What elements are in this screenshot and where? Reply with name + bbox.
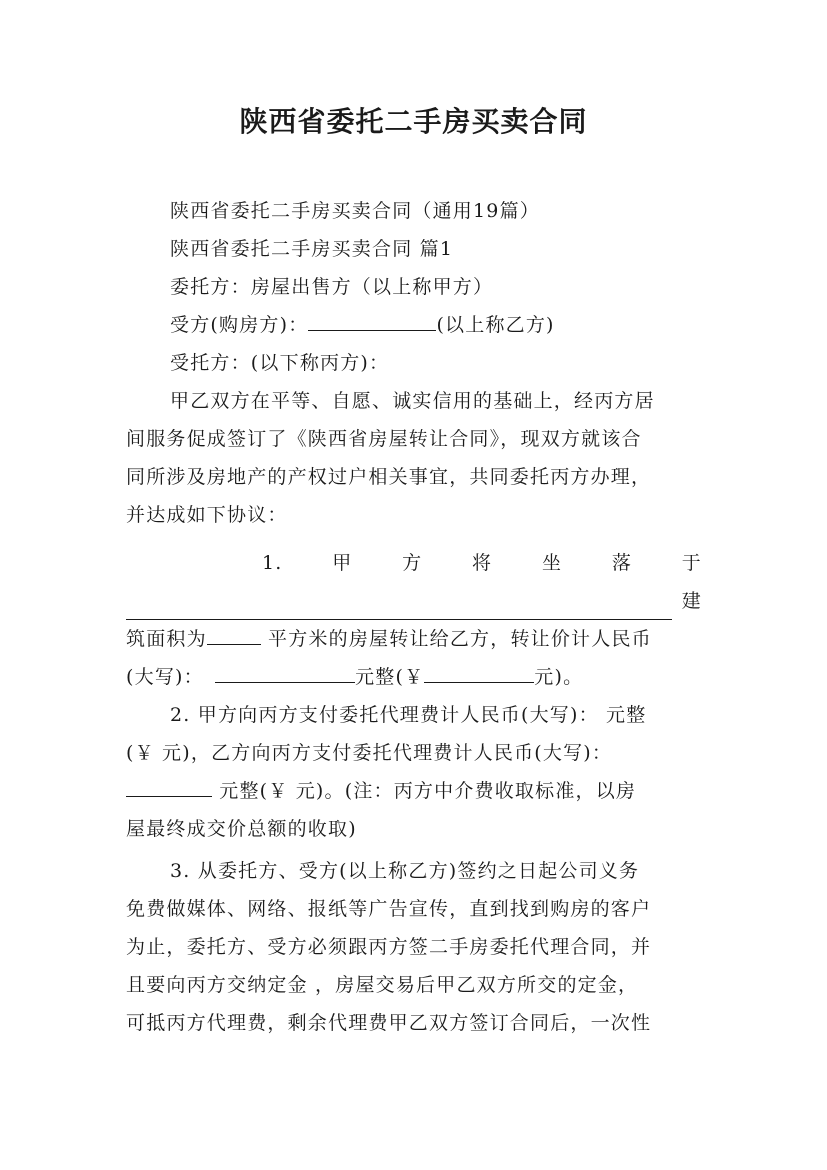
price-suffix: 元)。 <box>534 666 584 688</box>
clause-word: 于 <box>681 552 702 574</box>
clause-3-line: 为止，委托方、受方必须跟丙方签二手房委托代理合同，并 <box>126 936 652 958</box>
paragraph-line: 并达成如下协议： <box>126 504 288 526</box>
section-heading: 陕西省委托二手房买卖合同 篇1 <box>170 238 454 260</box>
area-label: 筑面积为 <box>126 628 207 650</box>
clause-number: 1. <box>262 552 283 574</box>
clause-3-line: 免费做媒体、网络、报纸等广告宣传，直到找到购房的客户 <box>126 898 652 920</box>
address-blank <box>126 593 672 620</box>
clause-word: 坐 <box>541 552 563 574</box>
clause-word: 将 <box>472 552 493 574</box>
price-words-blank <box>215 660 355 683</box>
clause-word: 甲 <box>332 552 353 574</box>
agent-line: 受托方：(以下称丙方)： <box>170 352 390 374</box>
price-number-blank <box>424 660 534 683</box>
area-suffix: 平方米的房屋转让给乙方，转让价计人民币 <box>260 628 652 650</box>
buyer-blank <box>308 308 436 331</box>
paragraph-line: 同所涉及房地产的产权过户相关事宜，共同委托丙方办理， <box>126 466 652 488</box>
clause-3-line: 3. 从委托方、受方(以上称乙方)签约之日起公司义务 <box>170 860 640 882</box>
buyer-label: 受方(购房方)： <box>170 314 309 336</box>
clause-2-line: 2. 甲方向丙方支付委托代理费计人民币(大写)： 元整 <box>170 704 647 726</box>
area-blank <box>207 622 261 645</box>
price-label: (大写)： <box>126 666 212 688</box>
buyer-line <box>126 306 746 344</box>
clause-2-line: 屋最终成交价总额的收取) <box>126 818 357 840</box>
fee-suffix: 元整(￥ 元)。(注：丙方中介费收取标准，以房 <box>212 780 637 802</box>
document-title: 陕西省委托二手房买卖合同 <box>239 105 588 138</box>
clause-word: 方 <box>402 552 423 574</box>
clause-word: 落 <box>611 552 633 574</box>
paragraph-line: 间服务促成签订了《陕西省房屋转让合同》，现双方就该合 <box>126 428 642 450</box>
clause-2-line: (￥ 元)，乙方向丙方支付委托代理费计人民币(大写)： <box>126 742 613 764</box>
address-line <box>126 582 702 620</box>
price-line <box>126 658 702 696</box>
clause-3-line: 可抵丙方代理费，剩余代理费甲乙双方签订合同后，一次性 <box>126 1012 652 1034</box>
price-middle: 元整(￥ <box>355 666 425 688</box>
clause-3-line: 且要向丙方交纳定金 ，房屋交易后甲乙双方所交的定金， <box>126 974 639 996</box>
clause-2-line <box>126 772 702 810</box>
buyer-suffix: (以上称乙方) <box>436 314 555 336</box>
fee-blank <box>126 774 212 797</box>
area-line <box>126 620 702 658</box>
subtitle-line: 陕西省委托二手房买卖合同（通用19篇） <box>170 200 540 222</box>
paragraph-line: 甲乙双方在平等、自愿、诚实信用的基础上，经丙方居 <box>170 390 655 412</box>
principal-line: 委托方：房屋出售方（以上称甲方） <box>170 276 494 298</box>
clause-1-line <box>262 544 702 582</box>
address-suffix: 建 <box>681 590 702 612</box>
